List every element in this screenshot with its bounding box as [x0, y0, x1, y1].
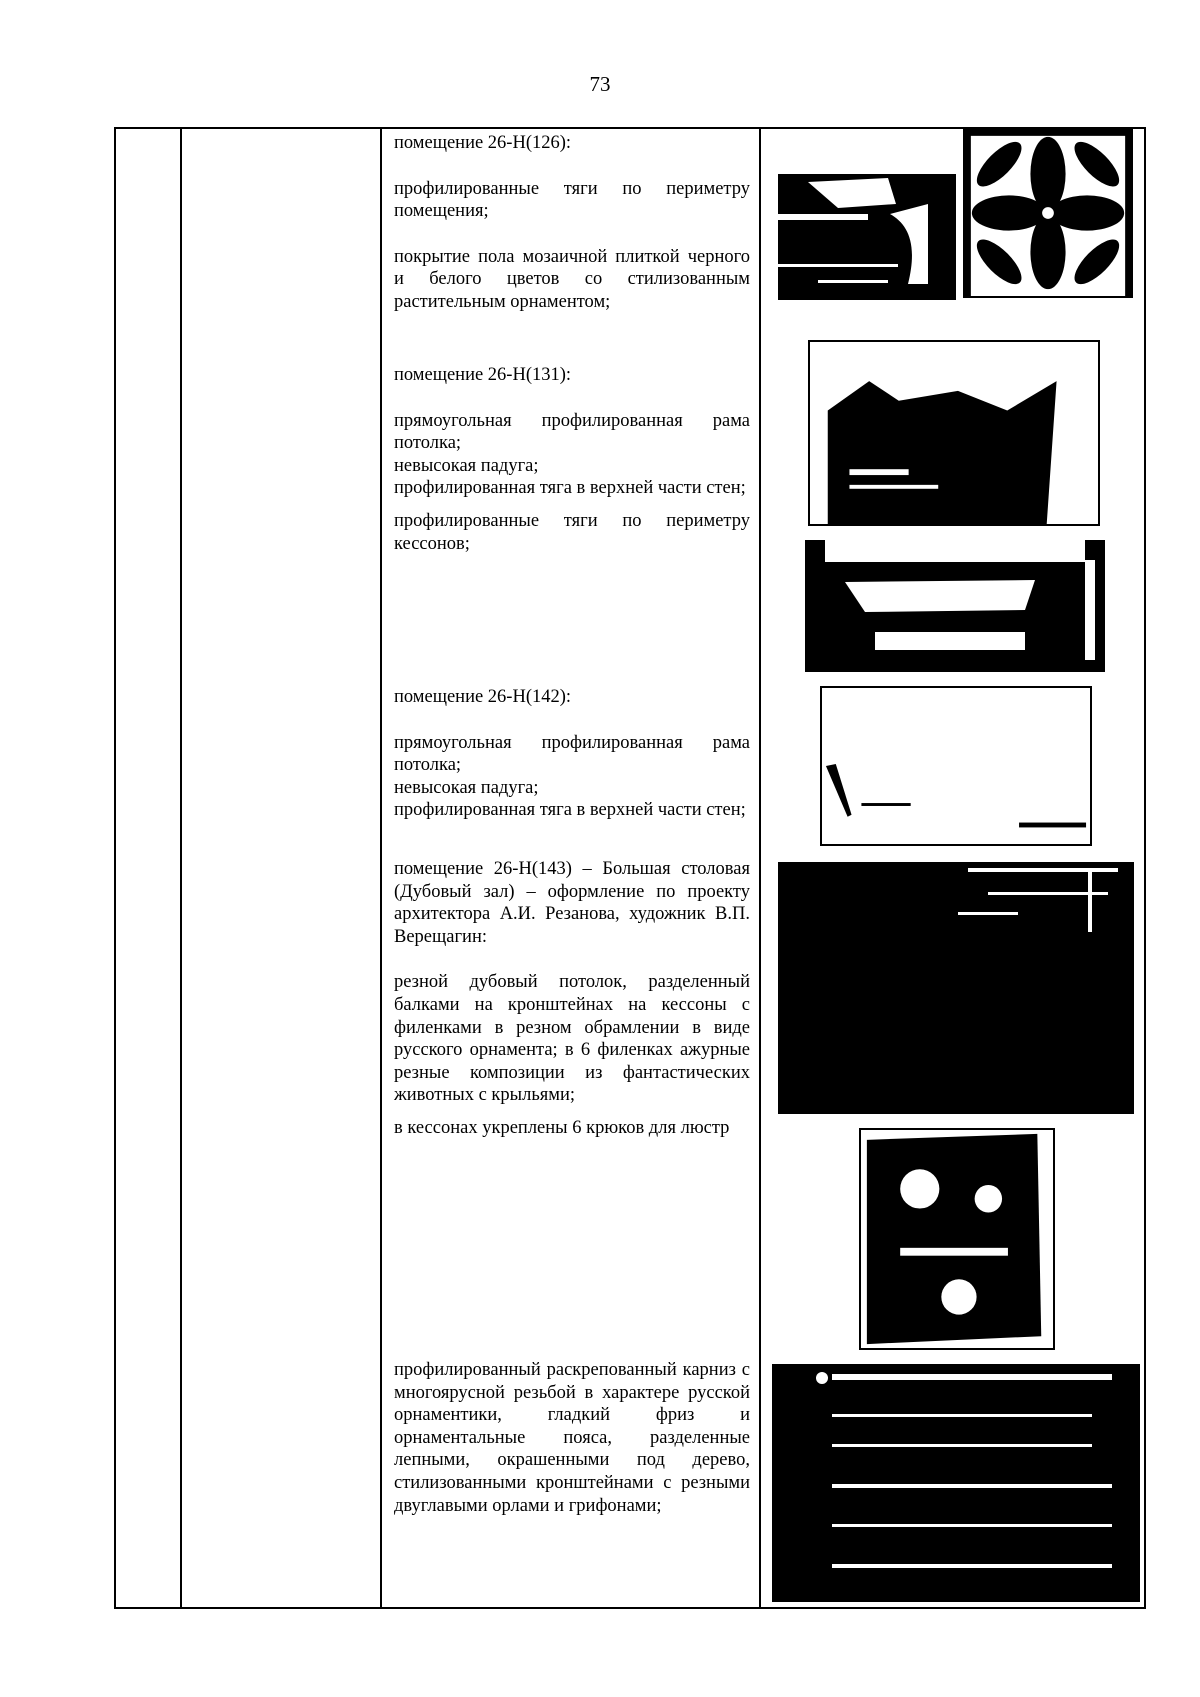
photo-room-142-ceiling	[820, 686, 1092, 846]
list-item: профилированные тяги по периметру кессонов;	[394, 510, 750, 554]
photo-room-143-carved-panel	[859, 1128, 1055, 1350]
page-number: 73	[589, 72, 611, 96]
room-heading: помещение 26-Н(143) – Большая столовая (Дубовый зал) – оформление по проекту архитектора А.И. Резанова, художник В.П. Верещагин:	[394, 859, 750, 947]
column-divider	[759, 129, 761, 1607]
list-item: резной дубовый потолок, разделенный балками на кронштейнах на кессоны с филенками в резном обрамлении в виде русского орнамента; в 6 филенках ажурные резные композиции из фантастических животных с крыльями;	[394, 972, 750, 1106]
room-143-cornice-block	[394, 1359, 750, 1517]
photo-room-126-cornice	[778, 174, 956, 300]
room-heading: помещение 26-Н(126):	[394, 133, 572, 153]
room-heading: помещение 26-Н(131):	[394, 365, 572, 385]
list-item: невысокая падуга;	[394, 777, 539, 798]
photo-room-131-ceiling	[808, 340, 1100, 526]
list-item: покрытие пола мозаичной плиткой черного и белого цветов со стилизованным растительным орнаментом;	[394, 246, 750, 312]
column-divider	[380, 129, 382, 1607]
room-131-block	[394, 364, 750, 555]
list-item: профилированная тяга в верхней части стен;	[394, 478, 746, 499]
list-item: в кессонах укреплены 6 крюков для люстр	[394, 1117, 730, 1138]
column-divider	[180, 129, 182, 1607]
photo-room-126-mosaic	[963, 128, 1133, 298]
room-142-block	[394, 686, 750, 822]
list-item: прямоугольная профилированная рама потолка;	[394, 410, 750, 454]
list-item: профилированная тяга в верхней части стен;	[394, 800, 746, 821]
room-143-block	[394, 858, 750, 1140]
list-item: профилированные тяги по периметру помещения;	[394, 178, 750, 222]
room-126-block	[394, 132, 750, 314]
photo-room-131-coffers	[805, 540, 1105, 672]
list-item: профилированный раскрепованный карниз с многоярусной резьбой в характере русской орнаментики, гладкий фриз и орнаментальные пояса, разделенные лепными, окрашенными под дерево, стилизованными кронштейнами с резными двуглавыми орлами и грифонами;	[394, 1360, 750, 1516]
photo-room-143-cornice	[772, 1364, 1140, 1602]
room-heading: помещение 26-Н(142):	[394, 687, 572, 707]
list-item: прямоугольная профилированная рама потолка;	[394, 732, 750, 776]
photo-room-143-oak-hall	[778, 862, 1134, 1114]
list-item: невысокая падуга;	[394, 455, 539, 476]
